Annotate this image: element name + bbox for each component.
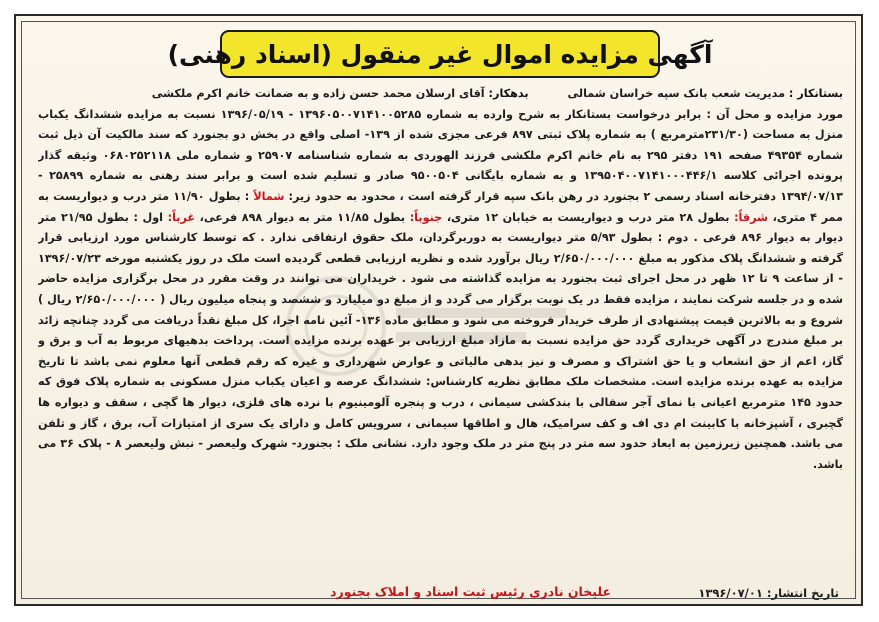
title-banner [167, 30, 713, 78]
west-boundary-label: غرباً: [167, 210, 196, 224]
header-line [38, 84, 843, 105]
signature: علیخان نادری رئیس ثبت اسناد و املاک بجنورد [330, 584, 611, 599]
south-boundary-label: جنوباً: [409, 210, 443, 224]
ad-title: آگهی مزایده اموال غیر منقول (اسناد رهنی) [167, 39, 713, 69]
creditor-label: بستانکار : [788, 87, 843, 100]
north-boundary-text: : بطول ۱۱/۹۰ متر درب و دیواریست به ممر ۴ متری، [38, 189, 843, 224]
south-boundary-text: بطول ۱۱/۸۵ متر به دیوار ۸۹۸ فرعی، [199, 210, 406, 224]
debtor-name: آقای ارسلان محمد حسن زاده و به ضمانت خانم اکرم ملکشی [151, 87, 485, 100]
ad-page [14, 14, 863, 606]
north-boundary-label: شمالاً [253, 189, 285, 203]
east-boundary-label: شرقاً: [734, 210, 769, 224]
auction-subject-text: مورد مزایده و محل آن : برابر درخواست بستانکار به شرح وارده به شماره ۱۳۹۶۰۵۰۰۷۱۴۱۰۰۵۲۸۵ - ۱۳۹۶/۰۵/۱۹ نسبت به مزایده ششدانگ یکباب منزل به مساحت (۲۳۱/۳۰مترمربع ) به شماره پلاک ثبتی ۸۹۷ فرعی مجزی شده از ۱۳۹- اصلی واقع در بخش دو بجنورد که سند مالکیت آن ذیل ثبت شماره ۴۹۳۵۴ صفحه ۱۹۱ دفتر ۲۹۵ به نام خانم اکرم ملکشی فرزند الهوردی به شماره شناسنامه ۲۵۹۰۷ و شماره ملی ۰۶۸۰۲۵۲۱۱۸ وثیقه گذار پرونده اجرائی کلاسه ۱۳۹۵۰۴۰۰۷۱۴۱۰۰۰۴۴۶/۱ و به شماره بایگانی ۹۵۰۰۵۰۴ صادر و تسلیم شده است و برابر سند رهنی به شماره ۲۵۸۹۹ - ۱۳۹۴/۰۷/۱۳ دفترخانه اسناد رسمی ۲ بجنورد در رهن بانک سپه قرار گرفته است ، محدود به حدود زیر: [38, 107, 843, 203]
west-boundary-text: اول : بطول ۲۱/۹۵ متر دیوار به دیوار ۸۹۶ فرعی . دوم : بطول ۵/۹۳ متر دیواریست به دوربرگردان، ملک حقوق ارتفاقی ندارد . که توسط کارشناس مورد ارزیابی قرار گرفته و ششدانگ پلاک مذکور به مبلغ ۲/۶۵۰/۰۰۰/۰۰۰ ریال برآورد شده و نظریه ارزیابی قطعی گردیده است ملک در روز یکشنبه مورخه ۱۳۹۶/۰۷/۲۳ - از ساعت ۹ تا ۱۲ ظهر در محل اجرای ثبت بجنورد به مزایده گذاشته می شود . خریداران می توانند در وقت مقرر در محل برگزاری مزایده حاضر شده و در جلسه شرکت نمایند ، مزایده فقط در یک نوبت برگزار می گردد و از مبلغ دو میلیارد و ششصد و پنجاه میلیون ریال ( ۲/۶۵۰/۰۰۰/۰۰۰ ریال ) شروع و به بالاترین قیمت پیشنهادی از طرف خریدار فروخته می شود و مطابق ماده ۱۳۶- آئین نامه اجرا، کل مبلغ نقداً دریافت می گردد چنانچه زائد بر مبلغ مندرج در آگهی خریداری گردد حق مزایده نسبت به مازاد مبلغ ارزیابی بر عهده برنده مزایده است. پرداخت بدهیهای مربوط به آب و برق و گاز، اعم از حق انشعاب و یا حق اشتراک و مصرف و نیز بدهی مالیاتی و عوارض شهرداری و غیره که رقم قطعی آنها معلوم نمی باشد تا تاریخ مزایده به عهده برنده مزایده است. مشخصات ملک مطابق نظریه کارشناس: ششدانگ عرصه و اعیان یکباب منزل مسکونی به شماره پلاک فوق که حدود ۱۴۵ مترمربع اعیانی با نمای آجر سفالی با بندکشی سیمانی ، درب و پنجره آلومینیوم با نرده های فلزی، دیوار ها گچی ، سقف و دیواره ها گچبری ، آشپزخانه با کابینت ام دی اف و کف سرامیک، هال و اطاقها سیمانی ، سرویس کامل و دارای یک سری از امتیازات آب، برق ، گاز و تلفن می باشد. همچنین زیرزمین به ابعاد حدود سه متر در پنج متر در ملک وجود دارد. نشانی ملک : بجنورد- شهرک ولیعصر - نبش ولیعصر ۸ - پلاک ۳۶ می باشد. [38, 210, 843, 471]
ad-main-paragraph [38, 105, 843, 476]
debtor-label: بدهکار: [488, 87, 529, 100]
publish-date: تاریخ انتشار: ۱۳۹۶/۰۷/۰۱ [698, 586, 839, 600]
ad-body [38, 84, 843, 562]
creditor-name: مدیریت شعب بانک سپه خراسان شمالی [567, 87, 786, 100]
east-boundary-text: بطول ۲۸ متر درب و دیواریست به خیابان ۱۲ متری، [446, 210, 730, 224]
